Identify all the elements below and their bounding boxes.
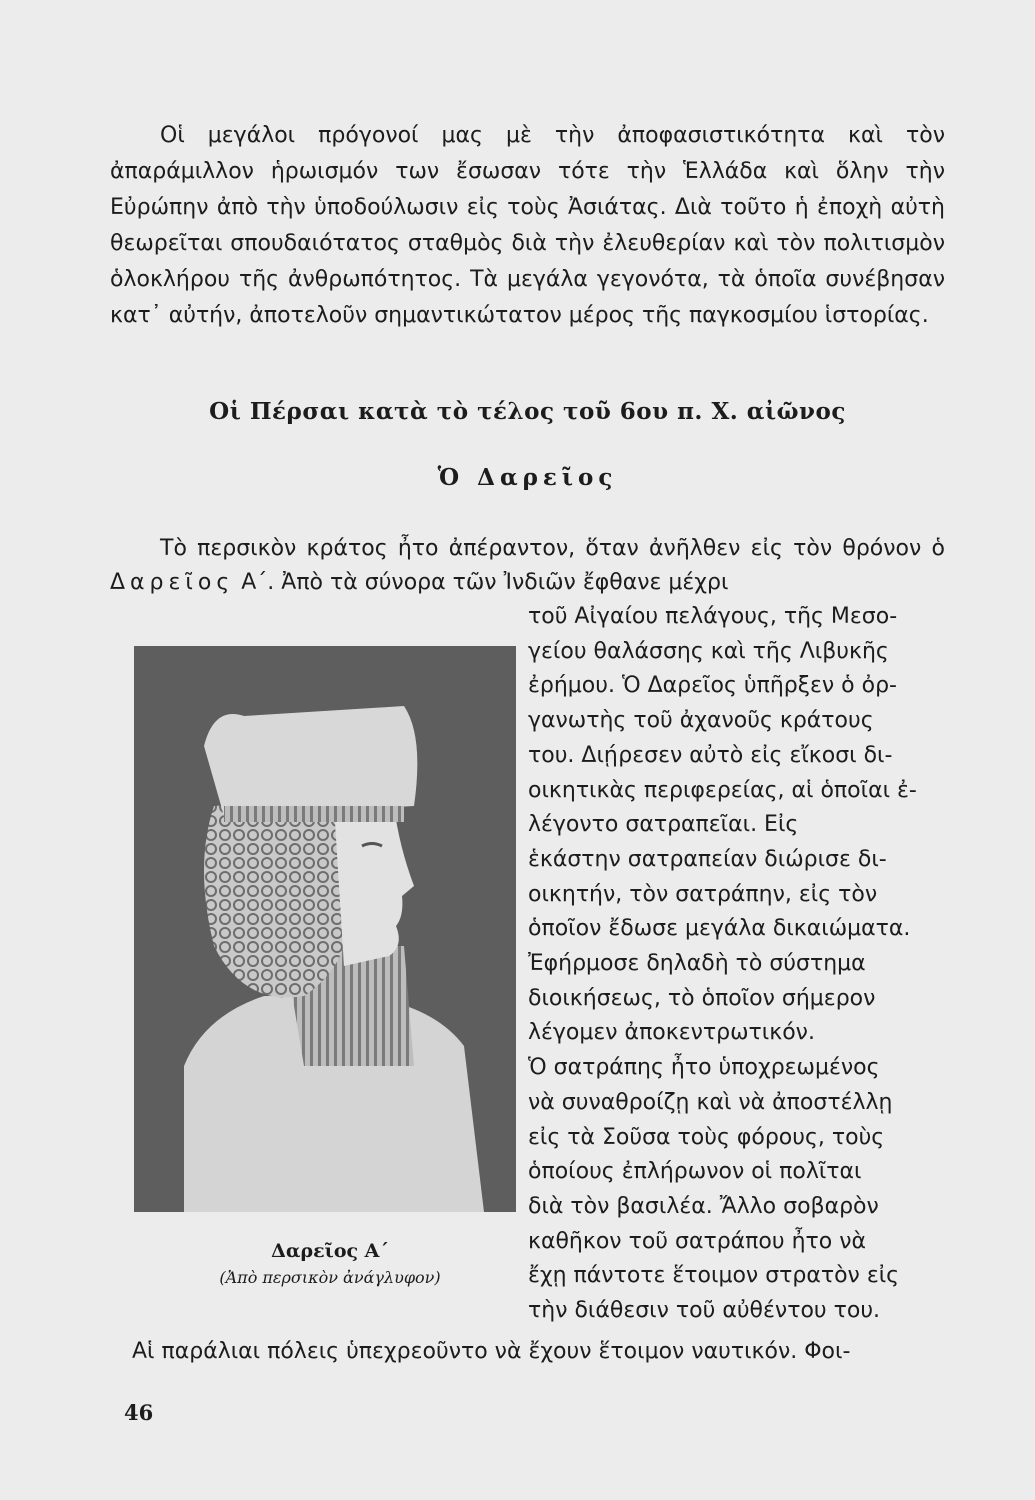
side-line: λέγοντο σατραπεῖαι. Εἰς: [528, 812, 799, 838]
side-line: τοῦ Αἰγαίου πελάγους, τῆς Μεσο-: [528, 604, 898, 629]
side-line: ἐρήμου. Ὁ Δαρεῖος ὑπῆρξεν ὁ ὀρ-: [528, 673, 897, 699]
body-side-column: [528, 600, 948, 1329]
page-number: 46: [124, 1400, 154, 1425]
side-line: οικητήν, τὸν σατράπην, εἰς τὸν: [528, 881, 878, 907]
body-text-spaced-name: Δαρεῖος: [110, 570, 235, 595]
side-line: εἰς τὰ Σοῦσα τοὺς φόρους, τοὺς: [528, 1124, 885, 1150]
side-line: ἑκάστην σατραπείαν διώρισε δι-: [528, 846, 887, 872]
side-line: ὁποῖον ἔδωσε μεγάλα δικαιώματα.: [528, 916, 911, 942]
body-last-line: Αἱ παράλιαι πόλεις ὑπεχρεοῦντο νὰ ἔχουν ἕτοιμον ναυτικόν. Φοι-: [132, 1339, 851, 1364]
body-paragraph-start: [110, 532, 945, 600]
section-heading: Οἱ Πέρσαι κατὰ τὸ τέλος τοῦ 6ου π. Χ. αἰῶνος: [209, 398, 846, 425]
figure-caption-title: Δαρεῖος Α΄: [271, 1240, 389, 1262]
side-line: νὰ συναθροίζῃ καὶ νὰ ἀποστέλλῃ: [528, 1089, 893, 1115]
side-line: γανωτὴς τοῦ ἀχανοῦς κράτους: [528, 708, 874, 734]
side-line: διοικήσεως, τὸ ὁποῖον σήμερον: [528, 985, 876, 1011]
intro-text: Οἱ μεγάλοι πρόγονοί μας μὲ τὴν ἀποφασιστικότητα καὶ τὸν ἀπαράμιλλον ἡρωισμόν των ἔσωσαν τότε τὴν Ἑλλάδα καὶ ὅλην τὴν Εὐρώπην ἀπὸ τὴν ὑποδούλωσιν εἰς τοὺς Ἀσιάτας. Διὰ τοῦτο ἡ ἐποχὴ αὐτὴ θεωρεῖται σπουδαιότατος σταθμὸς διὰ τὴν ἐλευθερίαν καὶ τὸν πολιτισμὸν ὁλοκλήρου τῆς ἀνθρωπότητος. Τὰ μεγάλα γεγονότα, τὰ ὁποῖα συνέβησαν κατ᾽ αὐτήν, ἀποτελοῦν σημαντικώτατον μέρος τῆς παγκοσμίου ἱστορίας.: [110, 123, 945, 328]
side-line: τὴν διάθεσιν τοῦ αὐθέντου του.: [528, 1298, 881, 1324]
body-text-part2: Α΄. Ἀπὸ τὰ σύνορα τῶν Ἰνδιῶν ἔφθανε μέχρι: [234, 570, 729, 595]
side-line: Ἐφήρμοσε δηλαδὴ τὸ σύστημα: [528, 951, 866, 977]
side-line: ἔχῃ πάντοτε ἕτοιμον στρατὸν εἰς: [528, 1263, 900, 1289]
side-line: καθῆκον τοῦ σατράπου ἦτο νὰ: [528, 1228, 867, 1254]
side-line: Ὁ σατράπης ἦτο ὑποχρεωμένος: [528, 1055, 880, 1081]
side-line: λέγομεν ἀποκεντρωτικόν.: [528, 1020, 815, 1046]
intro-paragraph: [110, 118, 945, 334]
side-line: διὰ τὸν βασιλέα. Ἄλλο σοβαρὸν: [528, 1193, 879, 1219]
side-line: ὁποίους ἐπλήρωνον οἱ πολῖται: [528, 1159, 862, 1185]
side-line: γείου θαλάσσης καὶ τῆς Λιβυκῆς: [528, 638, 889, 664]
section-subheading: Ὁ Δαρεῖος: [437, 464, 618, 491]
darius-relief-image: [134, 646, 516, 1212]
body-text-part1: Τὸ περσικὸν κράτος ἦτο ἀπέραντον, ὅταν ἀνῆλθεν εἰς τὸν θρόνον ὁ: [160, 536, 945, 561]
figure-caption-source: (Ἀπὸ περσικὸν ἀνάγλυφον): [219, 1268, 441, 1287]
darius-relief-illustration: [134, 646, 516, 1212]
side-line: του. Διῄρεσεν αὐτὸ εἰς εἴκοσι δι-: [528, 742, 893, 768]
side-line: οικητικὰς περιφερείας, αἱ ὁποῖαι ἐ-: [528, 777, 917, 803]
